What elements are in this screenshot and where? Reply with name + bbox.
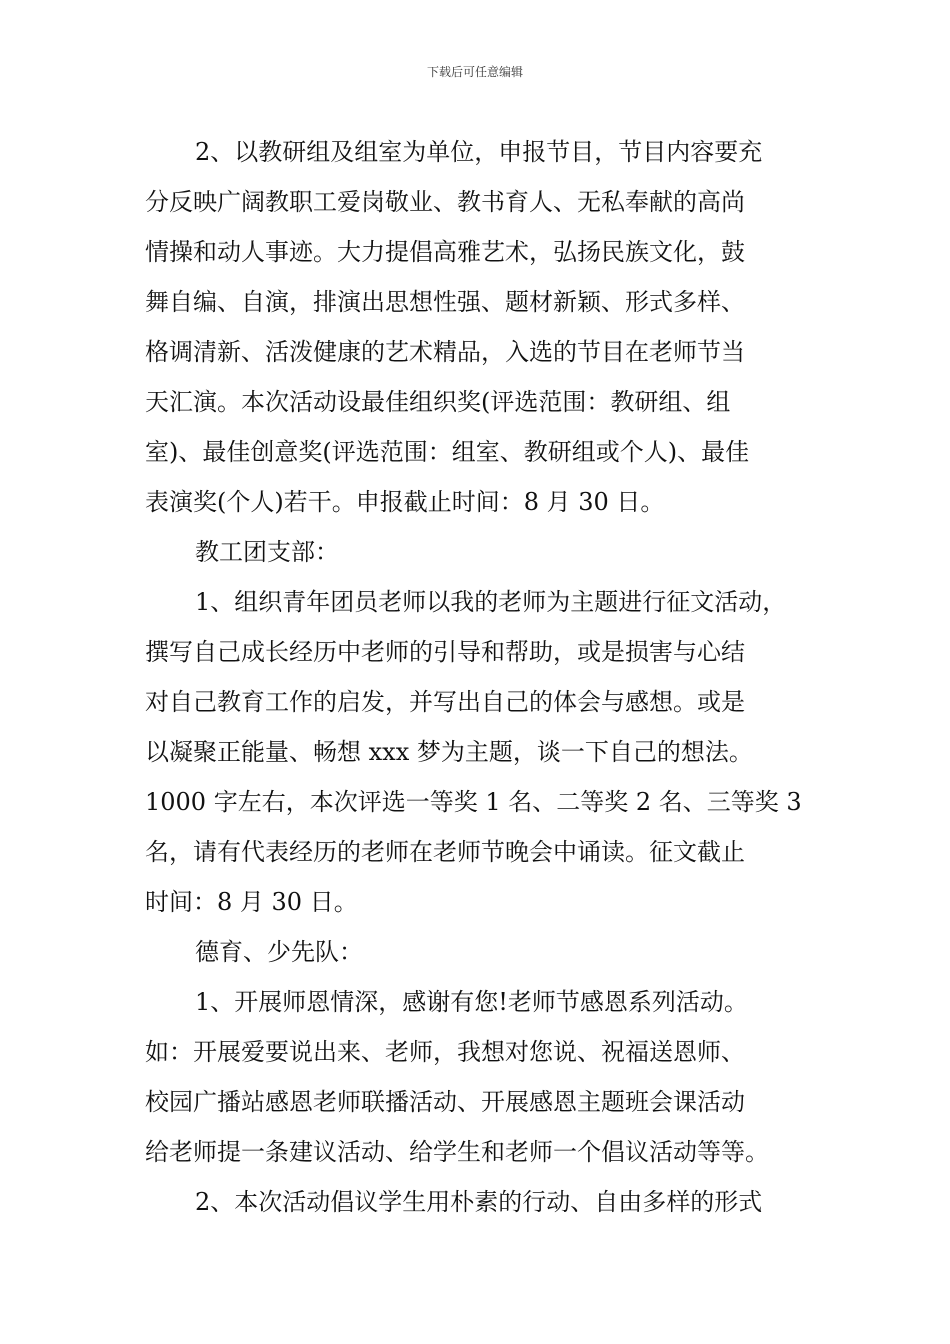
text-line: 2、本次活动倡议学生用朴素的行动、自由多样的形式 bbox=[195, 1188, 763, 1216]
text-line: 1、开展师恩情深，感谢有您!老师节感恩系列活动。 bbox=[195, 988, 748, 1016]
text-line: 名，请有代表经历的老师在老师节晚会中诵读。征文截止 bbox=[145, 838, 745, 866]
text-line: 对自己教育工作的启发，并写出自己的体会与感想。或是 bbox=[145, 688, 745, 716]
text-line: 以凝聚正能量、畅想 xxx 梦为主题，谈一下自己的想法。 bbox=[145, 738, 753, 766]
text-line: 格调清新、活泼健康的艺术精品，入选的节目在老师节当 bbox=[145, 338, 745, 366]
text-line: 撰写自己成长经历中老师的引导和帮助，或是损害与心结 bbox=[145, 638, 745, 666]
text-line: 校园广播站感恩老师联播活动、开展感恩主题班会课活动 bbox=[145, 1088, 745, 1116]
text-line: 2、以教研组及组室为单位，申报节目，节目内容要充 bbox=[195, 138, 763, 166]
section-heading: 德育、少先队： bbox=[195, 938, 363, 966]
text-line: 情操和动人事迹。大力提倡高雅艺术，弘扬民族文化，鼓 bbox=[145, 238, 745, 266]
text-line: 如：开展爱要说出来、老师，我想对您说、祝福送恩师、 bbox=[145, 1038, 745, 1066]
text-line: 1、组织青年团员老师以我的老师为主题进行征文活动， bbox=[195, 588, 787, 616]
document-body bbox=[145, 127, 810, 1227]
text-line: 表演奖(个人)若干。申报截止时间：8 月 30 日。 bbox=[145, 488, 665, 516]
text-line: 舞自编、自演，排演出思想性强、题材新颖、形式多样、 bbox=[145, 288, 745, 316]
text-line: 给老师提一条建议活动、给学生和老师一个倡议活动等等。 bbox=[145, 1138, 769, 1166]
text-line: 分反映广阔教职工爱岗敬业、教书育人、无私奉献的高尚 bbox=[145, 188, 745, 216]
text-line: 室)、最佳创意奖(评选范围：组室、教研组或个人)、最佳 bbox=[145, 438, 750, 466]
page-header: 下载后可任意编辑 bbox=[426, 65, 523, 79]
text-line: 天汇演。本次活动设最佳组织奖(评选范围：教研组、组 bbox=[145, 388, 731, 416]
text-line: 时间：8 月 30 日。 bbox=[145, 888, 358, 916]
text-line: 1000 字左右，本次评选一等奖 1 名、二等奖 2 名、三等奖 3 bbox=[145, 788, 802, 816]
section-heading: 教工团支部： bbox=[195, 538, 339, 566]
